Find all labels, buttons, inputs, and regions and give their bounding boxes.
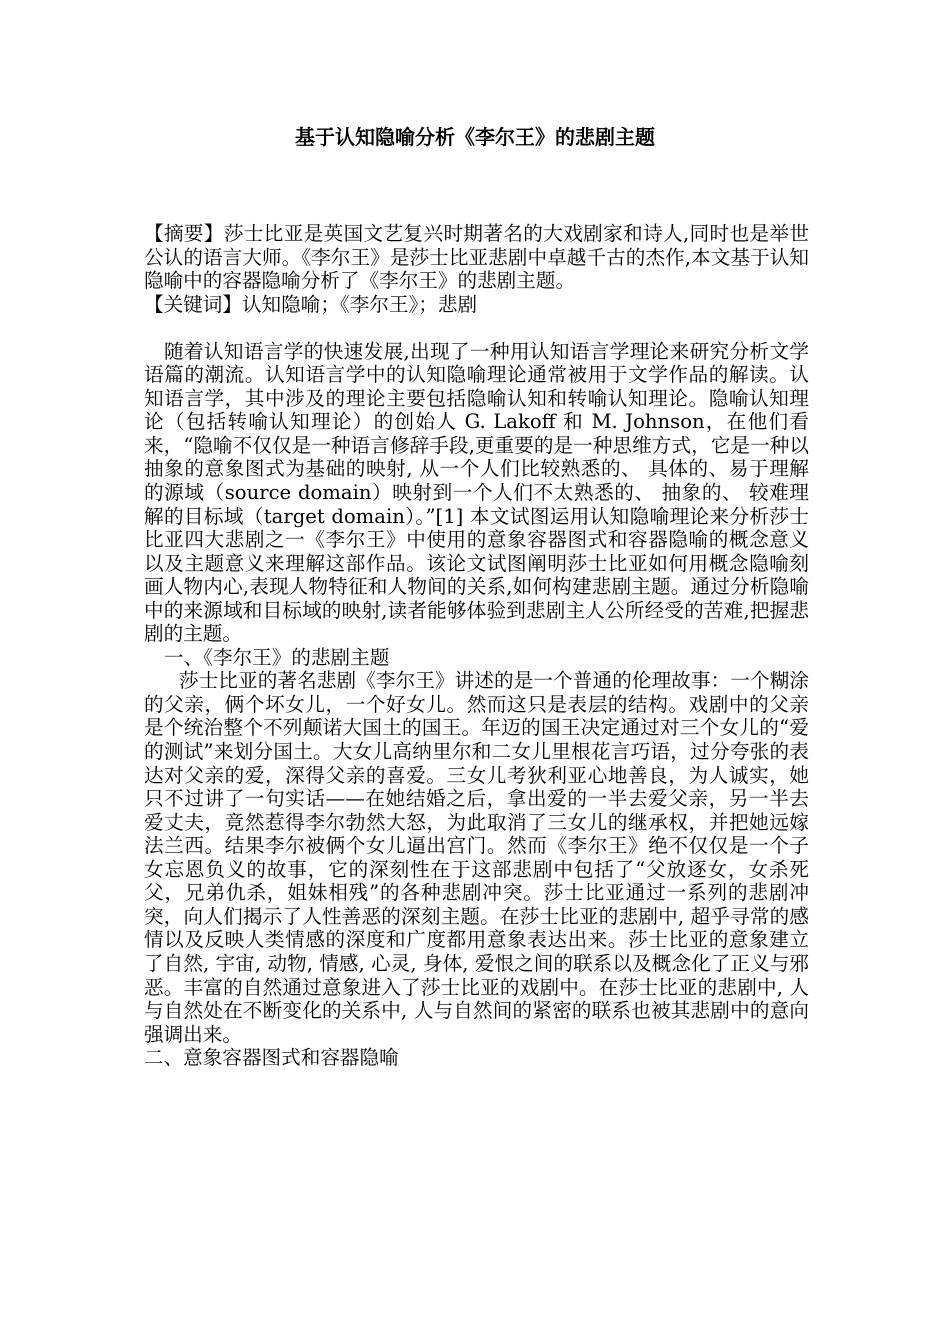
abstract-label: 【摘要】 [144,222,224,245]
document-title: 基于认知隐喻分析《李尔王》的悲剧主题 [295,125,655,149]
keywords-paragraph [144,293,809,317]
section1-paragraph: 莎士比亚的著名悲剧《李尔王》讲述的是一个普通的伦理故事：一个糊涂的父亲，俩个坏女儿，一个好女儿。然而这只是表层的结构。戏剧中的父亲是个统治整个不列颠诺大国土的国王。年迈的国王决定通过对三个女儿的“爱的测试”来划分国土。大女儿高纳里尔和二女儿里根花言巧语，过分夸张的表达对父亲的爱，深得父亲的喜爱。三女儿考狄利亚心地善良，为人诚实，她只不过讲了一句实话——在她结婚之后，拿出爱的一半去爱父亲，另一半去爱丈夫，竟然惹得李尔勃然大怒，为此取消了三女儿的继承权，并把她远嫁法兰西。结果李尔被俩个女儿逼出宫门。然而《李尔王》绝不仅仅是一个子女忘恩负义的故事，它的深刻性在于这部悲剧中包括了“父放逐女，女杀死父，兄弟仇杀，姐妹相残”的各种悲剧冲突。莎士比亚通过一系列的悲剧冲突，向人们揭示了人性善恶的深刻主题。在莎士比亚的悲剧中, 超乎寻常的感情以及反映人类情感的深度和广度都用意象表达出来。莎士比亚的意象建立了自然, 宇宙, 动物, 情感, 心灵, 身体, 爱恨之间的联系以及概念化了正义与邪恶。丰富的自然通过意象进入了莎士比亚的戏剧中。在莎士比亚的悲剧中, 人与自然处在不断变化的关系中, 人与自然间的紧密的联系也被其悲剧中的意向强调出来。 [144,669,809,1046]
abstract-text: 莎士比亚是英国文艺复兴时期著名的大戏剧家和诗人,同时也是举世公认的语言大师。《李尔王》是莎士比亚悲剧中卓越千古的杰作,本文基于认知隐喻中的容器隐喻分析了《李尔王》的悲剧主题。 [144,222,810,293]
abstract-paragraph [144,222,809,293]
section2-heading: 二、意象容器图式和容器隐喻 [144,1046,399,1070]
blank-line [144,316,809,340]
keywords-label: 【关键词】 [144,292,242,316]
keywords-text: 认知隐喻；《李尔王》；悲剧 [241,292,478,316]
intro-paragraph: 随着认知语言学的快速发展,出现了一种用认知语言学理论来研究分析文学语篇的潮流。认知语言学中的认知隐喻理论通常被用于文学作品的解读。认知语言学，其中涉及的理论主要包括隐喻认知和转喻认知理论。隐喻认知理论（包括转喻认知理论）的创始人 G. Lakoff 和 M. Johnson，在他们看来，“隐喻不仅仅是一种语言修辞手段,更重要的是一种思维方式，它是一种以抽象的意象图式为基础的映射, 从一个人们比较熟悉的、 具体的、易于理解的源域（source domain）映射到一个人们不太熟悉的、 抽象的、 较难理解的目标域（target domain）。”[1] 本文试图运用认知隐喻理论来分析莎士比亚四大悲剧之一《李尔王》中使用的意象容器图式和容器隐喻的概念意义以及主题意义来理解这部作品。该论文试图阐明莎士比亚如何用概念隐喻刻画人物内心,表现人物特征和人物间的关系,如何构建悲剧主题。通过分析隐喻中的来源域和目标域的映射,读者能够体验到悲剧主人公所经受的苦难,把握悲剧的主题。 [144,339,809,646]
section1-heading: 一、《李尔王》的悲剧主题 [164,645,390,669]
document-body [144,222,809,1070]
